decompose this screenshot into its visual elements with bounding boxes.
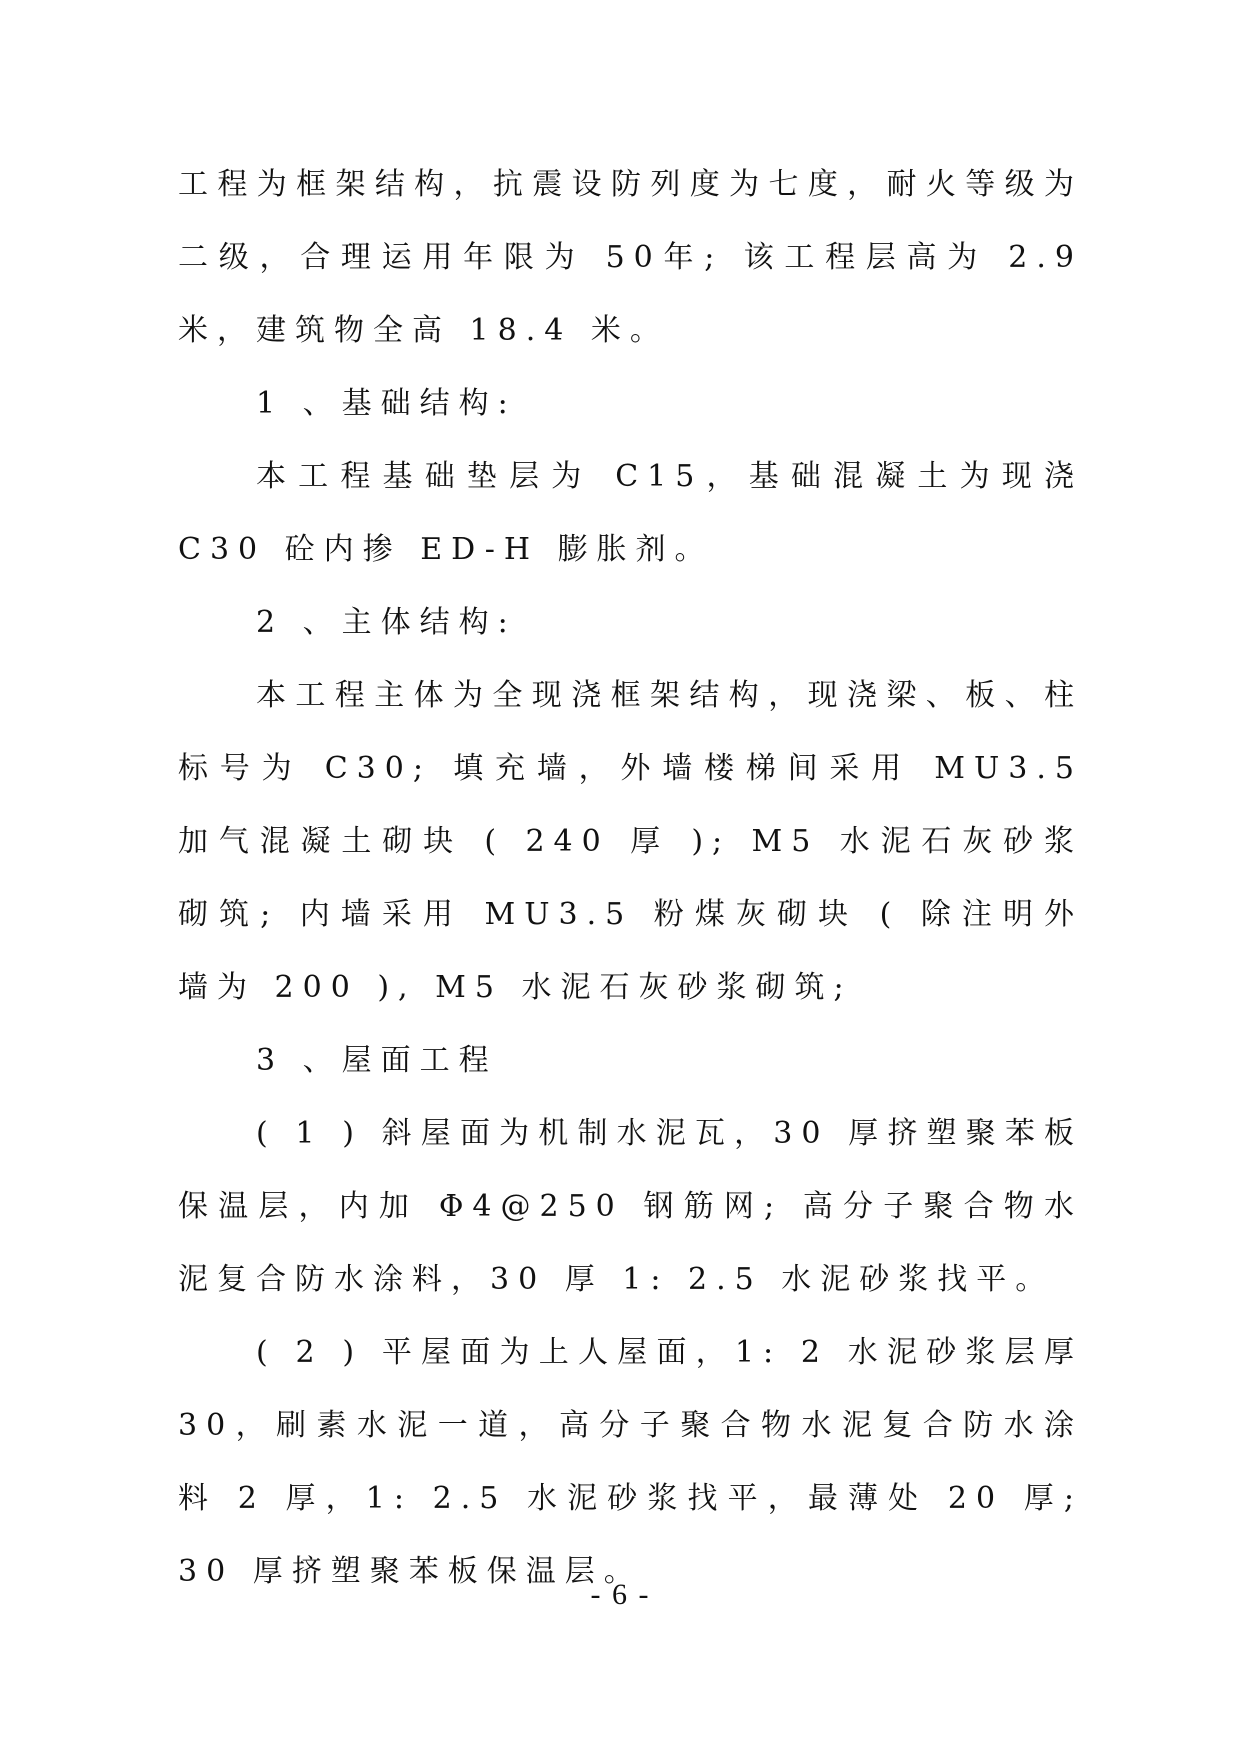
paragraph-flat-roof: ( 2 ) 平屋面为上人屋面，1: 2 水泥砂浆层厚 30，刷素水泥一道，高分子聚合物水泥复合防水涂料 2 厚，1: 2.5 水泥砂浆找平，最薄处 20 厚; 30 厚挤塑聚苯板保温层。 (178, 1335, 1102, 1589)
paragraph-sloped-roof: ( 1 ) 斜屋面为机制水泥瓦，30 厚挤塑聚苯板保温层，内加 Φ4@250 钢筋网; 高分子聚合物水泥复合防水涂料，30 厚 1: 2.5 水泥砂浆找平。 (178, 1116, 1083, 1297)
paragraph-foundation-structure: 本工程基础垫层为 C15，基础混凝土为现浇 C30 砼内掺 ED-H 膨胀剂。 (178, 459, 1102, 567)
heading-foundation-structure: 1 、基础结构: (256, 386, 517, 421)
heading-roof-works: 3 、屋面工程 (256, 1043, 498, 1078)
heading-main-structure: 2 、主体结构: (256, 605, 517, 640)
paragraph-project-overview: 工程为框架结构，抗震设防列度为七度，耐火等级为二级，合理运用年限为 50年; 该工程层高为 2.9米，建筑物全高 18.4 米。 (178, 167, 1083, 348)
paragraph-main-structure: 本工程主体为全现浇框架结构，现浇梁、板、柱标号为 C30; 填充墙，外墙楼梯间采用 MU3.5 加气混凝土砌块 ( 240 厚 ); M5 水泥石灰砂浆砌筑; 内墙采用 MU3.5 粉煤灰砌块 ( 除注明外墙为 200 ), M5 水泥石灰砂浆砌筑; (178, 678, 1102, 1005)
document-body (178, 148, 1102, 1608)
page-number: - 6 - (590, 1578, 651, 1611)
